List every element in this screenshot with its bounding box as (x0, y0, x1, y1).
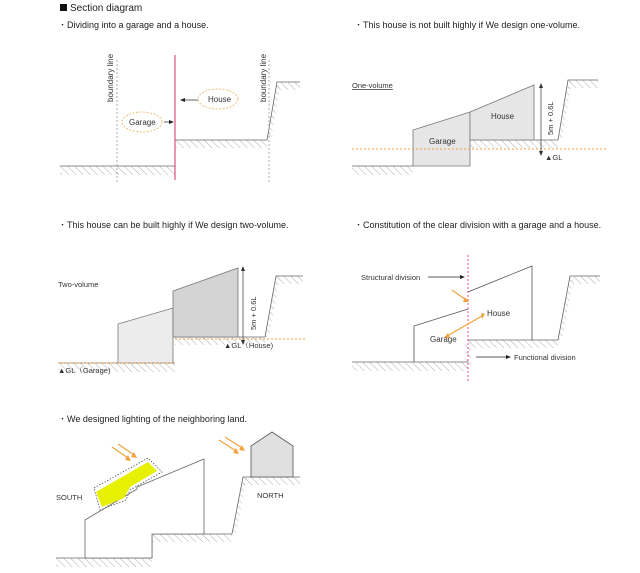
arrow-up-icon (539, 83, 543, 88)
garage-label: Garage (429, 137, 456, 146)
caption-5: ・We designed lighting of the neighboring land. (58, 414, 247, 424)
arrow-down-icon (539, 151, 543, 156)
ground-hatch (175, 140, 267, 148)
caption-2: ・This house is not built highly if We design one-volume. (354, 20, 580, 30)
arrow-right-icon (506, 355, 511, 359)
one-volume-label: One-volume (352, 81, 393, 90)
neighbor-house (251, 432, 293, 477)
south-label: SOUTH (56, 493, 83, 502)
height-rule-label: 5m + 0.6L (546, 101, 555, 135)
diagram-two-volume (58, 266, 305, 375)
diagram-one-volume (352, 80, 608, 175)
north-label: NORTH (257, 491, 284, 500)
arrow-right-icon (460, 275, 465, 279)
boundary-line-label: boundary line (106, 53, 115, 102)
arrow-up-icon (241, 266, 245, 271)
structural-division-label: Structural division (361, 273, 421, 282)
functional-division-label: Functional division (514, 353, 576, 362)
caption-1: ・Dividing into a garage and a house. (58, 20, 209, 30)
boundary-line-label: boundary line (259, 53, 268, 102)
gl-garage-label: ▲GL（Garage) (58, 366, 111, 375)
house-volume (173, 268, 238, 337)
gl-house-label: ▲GL（House) (224, 341, 274, 350)
diagram-neighbor-lighting (56, 432, 300, 567)
two-volume-label: Two-volume (58, 280, 99, 289)
arrow-left-icon (180, 98, 185, 102)
garage-label: Garage (430, 335, 457, 344)
connection-arrow (447, 316, 482, 336)
sunlight-arrow-icon (233, 448, 239, 454)
gl-label: ▲GL (545, 153, 563, 162)
ground-hatch (60, 166, 175, 175)
house-label: House (208, 95, 232, 104)
garage-volume (118, 308, 173, 363)
garage-label: Garage (129, 118, 156, 127)
house-label: House (491, 112, 515, 121)
caption-3: ・This house can be built highly if We design two-volume. (58, 220, 289, 230)
house-label: House (487, 309, 511, 318)
sunlight-arrow-icon (239, 445, 245, 451)
arrow-right-icon (169, 120, 174, 124)
height-rule-label: 5m + 0.6L (249, 296, 258, 330)
caption-4: ・Constitution of the clear division with a garage and a house. (354, 220, 602, 230)
diagram-clear-division (352, 255, 600, 382)
diagram-garage-house-division (60, 53, 300, 182)
page-title: Section diagram (60, 3, 142, 14)
